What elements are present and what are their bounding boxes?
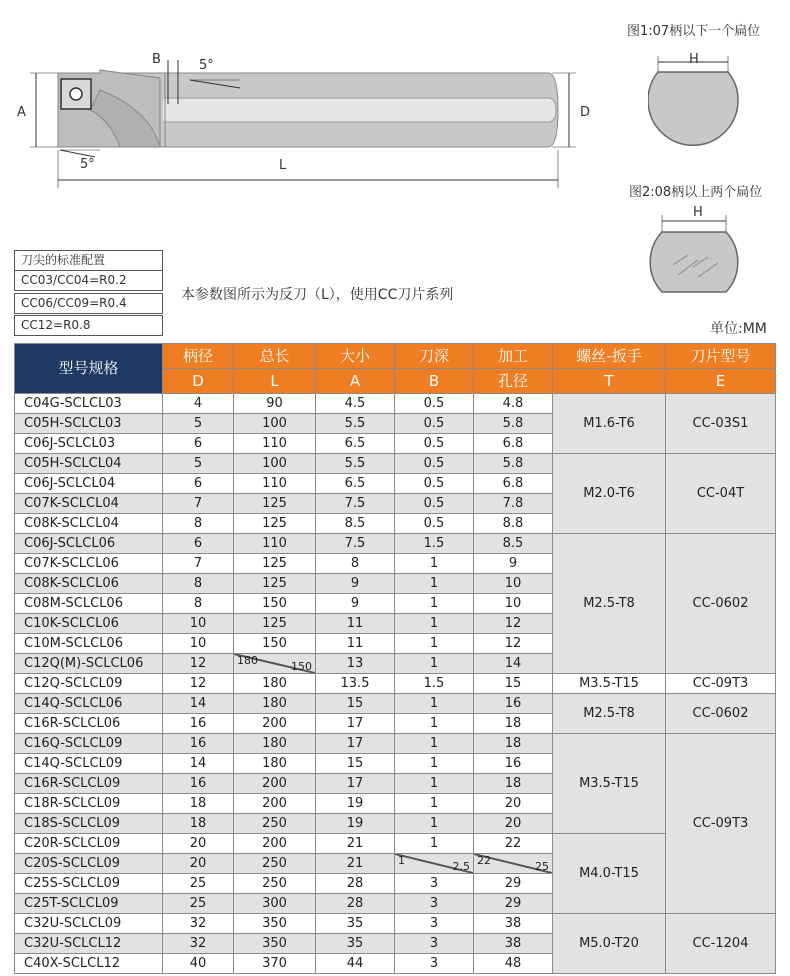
cell-depth: 0.5	[395, 434, 474, 454]
cell-size: 8	[316, 554, 395, 574]
config-title: 刀尖的标准配置	[14, 250, 163, 271]
cell-shank: 18	[163, 814, 234, 834]
cell-depth: 1	[395, 734, 474, 754]
cell-model: C08M-SCLCL06	[15, 594, 163, 614]
cell-bore: 12	[474, 614, 553, 634]
cell-length: 200	[234, 714, 316, 734]
flat-section-2	[648, 205, 748, 315]
cell-shank: 5	[163, 414, 234, 434]
cell-bore: 16	[474, 754, 553, 774]
dim-l-label: L	[279, 158, 287, 173]
cell-shank: 20	[163, 854, 234, 874]
cell-length: 150	[234, 634, 316, 654]
cell-shank: 12	[163, 654, 234, 674]
cell-size: 7.5	[316, 534, 395, 554]
cell-screw: M5.0-T20	[553, 914, 666, 974]
cell-shank: 12	[163, 674, 234, 694]
table-row	[15, 674, 776, 694]
cell-insert: CC-1204	[666, 914, 776, 974]
cell-insert: CC-09T3	[666, 674, 776, 694]
cell-bore: 9	[474, 554, 553, 574]
header-insert-bottom: E	[666, 369, 776, 394]
header-depth-bottom: B	[395, 369, 474, 394]
cell-size: 35	[316, 914, 395, 934]
cell-bore: 6.8	[474, 474, 553, 494]
cell-size: 17	[316, 774, 395, 794]
cell-shank: 14	[163, 694, 234, 714]
cell-model: C32U-SCLCL12	[15, 934, 163, 954]
cell-length: 100	[234, 454, 316, 474]
cell-screw: M2.5-T8	[553, 534, 666, 674]
table-row	[15, 534, 776, 554]
angle-bottom-label: 5°	[80, 157, 95, 172]
cell-shank: 8	[163, 594, 234, 614]
header-size-bottom: A	[316, 369, 395, 394]
cell-depth: 1	[395, 834, 474, 854]
cell-shank: 16	[163, 714, 234, 734]
cell-depth: 1	[395, 794, 474, 814]
cell-length: 250	[234, 874, 316, 894]
cell-depth: 3	[395, 874, 474, 894]
cell-bore: 16	[474, 694, 553, 714]
cell-model: C12Q-SCLCL09	[15, 674, 163, 694]
cell-model: C08K-SCLCL06	[15, 574, 163, 594]
cell-depth: 1	[395, 814, 474, 834]
cell-length: 180	[234, 674, 316, 694]
spec-table	[14, 343, 776, 974]
cell-size: 44	[316, 954, 395, 974]
cell-size: 35	[316, 934, 395, 954]
cell-model: C06J-SCLCL06	[15, 534, 163, 554]
cell-length: 125	[234, 554, 316, 574]
cell-model: C14Q-SCLCL09	[15, 754, 163, 774]
cell-size: 15	[316, 754, 395, 774]
cell-model: C04G-SCLCL03	[15, 394, 163, 414]
cell-depth: 0.5	[395, 414, 474, 434]
cell-length: 200	[234, 794, 316, 814]
cell-shank: 4	[163, 394, 234, 414]
cell-bore: 29	[474, 874, 553, 894]
cell-depth-split-b: 2.5	[452, 860, 470, 873]
flat-section-1	[648, 52, 748, 162]
cell-size: 21	[316, 854, 395, 874]
cell-depth: 1.5	[395, 674, 474, 694]
config-row-2: CC06/CC09=R0.4	[14, 293, 163, 314]
cell-model: C32U-SCLCL09	[15, 914, 163, 934]
cell-depth: 0.5	[395, 514, 474, 534]
header-length-top: 总长	[234, 344, 316, 369]
unit-label: 单位:MM	[710, 321, 767, 337]
cell-bore: 4.8	[474, 394, 553, 414]
cell-model: C16R-SCLCL06	[15, 714, 163, 734]
cell-size: 5.5	[316, 454, 395, 474]
cell-size: 21	[316, 834, 395, 854]
cell-size: 17	[316, 714, 395, 734]
header-size-top: 大小	[316, 344, 395, 369]
cell-model: C08K-SCLCL04	[15, 514, 163, 534]
cell-length: 300	[234, 894, 316, 914]
cell-bore: 12	[474, 634, 553, 654]
table-row	[15, 694, 776, 714]
cell-insert: CC-0602	[666, 694, 776, 734]
cell-model: C16Q-SCLCL09	[15, 734, 163, 754]
cell-model: C25S-SCLCL09	[15, 874, 163, 894]
cell-insert: CC-04T	[666, 454, 776, 534]
cell-size: 17	[316, 734, 395, 754]
cell-depth: 1.5	[395, 534, 474, 554]
cell-depth: 3	[395, 954, 474, 974]
cell-length-split-b: 150	[291, 660, 312, 673]
cell-size: 15	[316, 694, 395, 714]
cell-depth: 0.5	[395, 494, 474, 514]
dim-d-label: D	[580, 105, 591, 120]
cell-bore: 18	[474, 774, 553, 794]
cell-depth: 0.5	[395, 454, 474, 474]
cell-shank: 16	[163, 734, 234, 754]
cell-length: 125	[234, 494, 316, 514]
cell-shank: 7	[163, 554, 234, 574]
cell-depth-split	[395, 854, 474, 874]
cell-shank: 14	[163, 754, 234, 774]
cell-shank: 6	[163, 474, 234, 494]
cell-shank: 20	[163, 834, 234, 854]
cell-bore: 8.8	[474, 514, 553, 534]
cell-model: C05H-SCLCL04	[15, 454, 163, 474]
cell-model: C14Q-SCLCL06	[15, 694, 163, 714]
cell-size: 4.5	[316, 394, 395, 414]
cell-length: 350	[234, 934, 316, 954]
cell-size: 13.5	[316, 674, 395, 694]
cell-depth: 1	[395, 754, 474, 774]
table-row	[15, 734, 776, 754]
cell-length: 150	[234, 594, 316, 614]
header-length-bottom: L	[234, 369, 316, 394]
cell-screw: M4.0-T15	[553, 834, 666, 914]
header-insert-top: 刀片型号	[666, 344, 776, 369]
cell-shank: 25	[163, 894, 234, 914]
cell-model: C20R-SCLCL09	[15, 834, 163, 854]
cell-bore: 14	[474, 654, 553, 674]
header-shank-bottom: D	[163, 369, 234, 394]
cell-depth: 3	[395, 914, 474, 934]
cell-shank: 32	[163, 934, 234, 954]
cell-bore: 5.8	[474, 414, 553, 434]
cell-screw: M2.0-T6	[553, 454, 666, 534]
header-shank-top: 柄径	[163, 344, 234, 369]
cell-length: 180	[234, 754, 316, 774]
cell-shank: 6	[163, 434, 234, 454]
table-row	[15, 834, 776, 854]
cell-depth: 1	[395, 554, 474, 574]
cell-bore: 7.8	[474, 494, 553, 514]
cell-screw: M3.5-T15	[553, 734, 666, 834]
cell-size: 19	[316, 814, 395, 834]
cell-insert: CC-0602	[666, 534, 776, 674]
figure2-note: 图2:08柄以上两个扁位	[629, 185, 763, 200]
dim-b-label: B	[152, 52, 161, 67]
cell-bore: 18	[474, 714, 553, 734]
cell-bore-split-a: 22	[477, 854, 491, 867]
cell-bore: 29	[474, 894, 553, 914]
cell-length: 370	[234, 954, 316, 974]
header-model: 型号规格	[15, 344, 163, 394]
cell-depth: 1	[395, 714, 474, 734]
dim-a-label: A	[17, 105, 26, 120]
h-label-1: H	[689, 52, 699, 67]
cell-length: 110	[234, 534, 316, 554]
cell-length: 250	[234, 814, 316, 834]
angle-top-label: 5°	[199, 58, 214, 73]
cell-bore: 5.8	[474, 454, 553, 474]
cell-model: C07K-SCLCL04	[15, 494, 163, 514]
cell-bore: 10	[474, 574, 553, 594]
cell-model: C25T-SCLCL09	[15, 894, 163, 914]
cell-bore: 20	[474, 814, 553, 834]
cell-model: C10M-SCLCL06	[15, 634, 163, 654]
cell-bore: 6.8	[474, 434, 553, 454]
cell-screw: M3.5-T15	[553, 674, 666, 694]
cell-model: C07K-SCLCL06	[15, 554, 163, 574]
cell-size: 13	[316, 654, 395, 674]
table-row	[15, 914, 776, 934]
config-row-1: CC03/CC04=R0.2	[14, 270, 163, 291]
description: 本参数图所示为反刀（L），使用CC刀片系列	[181, 287, 454, 303]
cell-depth-split-a: 1	[398, 854, 405, 867]
cell-shank: 10	[163, 614, 234, 634]
cell-model: C18S-SCLCL09	[15, 814, 163, 834]
cell-bore: 15	[474, 674, 553, 694]
cell-model: C06J-SCLCL04	[15, 474, 163, 494]
cell-depth: 1	[395, 694, 474, 714]
cell-size: 28	[316, 874, 395, 894]
cell-depth: 0.5	[395, 394, 474, 414]
cell-depth: 1	[395, 574, 474, 594]
cell-bore: 22	[474, 834, 553, 854]
cell-bore-split	[474, 854, 553, 874]
cell-model: C05H-SCLCL03	[15, 414, 163, 434]
cell-bore: 48	[474, 954, 553, 974]
cell-length: 180	[234, 694, 316, 714]
cell-bore: 8.5	[474, 534, 553, 554]
cell-size: 28	[316, 894, 395, 914]
cell-model: C16R-SCLCL09	[15, 774, 163, 794]
header-screw-top: 螺丝-扳手	[553, 344, 666, 369]
cell-length: 125	[234, 514, 316, 534]
cell-size: 11	[316, 634, 395, 654]
header-bore-bottom: 孔径	[474, 369, 553, 394]
cell-bore: 38	[474, 934, 553, 954]
cell-shank: 18	[163, 794, 234, 814]
cell-bore: 18	[474, 734, 553, 754]
cell-size: 6.5	[316, 434, 395, 454]
header-depth-top: 刀深	[395, 344, 474, 369]
cell-size: 11	[316, 614, 395, 634]
cell-screw: M1.6-T6	[553, 394, 666, 454]
cell-depth: 1	[395, 614, 474, 634]
config-row-3: CC12=R0.8	[14, 315, 163, 336]
cell-model: C18R-SCLCL09	[15, 794, 163, 814]
cell-length: 110	[234, 474, 316, 494]
cell-bore: 20	[474, 794, 553, 814]
cell-shank: 16	[163, 774, 234, 794]
cell-length: 200	[234, 774, 316, 794]
cell-size: 9	[316, 594, 395, 614]
cell-bore-split-b: 25	[535, 860, 549, 873]
cell-depth: 3	[395, 934, 474, 954]
cell-length: 100	[234, 414, 316, 434]
cell-shank: 25	[163, 874, 234, 894]
cell-length: 125	[234, 574, 316, 594]
table-row	[15, 454, 776, 474]
cell-bore: 38	[474, 914, 553, 934]
header-screw-bottom: T	[553, 369, 666, 394]
cell-shank: 8	[163, 514, 234, 534]
cell-size: 8.5	[316, 514, 395, 534]
cell-size: 19	[316, 794, 395, 814]
cell-size: 9	[316, 574, 395, 594]
cell-shank: 7	[163, 494, 234, 514]
cell-shank: 8	[163, 574, 234, 594]
cell-length: 180	[234, 734, 316, 754]
cell-model: C40X-SCLCL12	[15, 954, 163, 974]
cell-length-split-a: 180	[237, 654, 258, 667]
cell-model: C12Q(M)-SCLCL06	[15, 654, 163, 674]
cell-size: 5.5	[316, 414, 395, 434]
cell-length: 110	[234, 434, 316, 454]
cell-bore: 10	[474, 594, 553, 614]
cell-length: 350	[234, 914, 316, 934]
figure1-note: 图1:07柄以下一个扁位	[627, 24, 761, 39]
cell-length: 125	[234, 614, 316, 634]
cell-depth: 1	[395, 594, 474, 614]
cell-length: 250	[234, 854, 316, 874]
cell-screw: M2.5-T8	[553, 694, 666, 734]
header-bore-top: 加工	[474, 344, 553, 369]
cell-insert: CC-03S1	[666, 394, 776, 454]
cell-shank: 6	[163, 534, 234, 554]
cell-size: 7.5	[316, 494, 395, 514]
cell-depth: 0.5	[395, 474, 474, 494]
cell-depth: 3	[395, 894, 474, 914]
cell-model: C06J-SCLCL03	[15, 434, 163, 454]
cell-model: C10K-SCLCL06	[15, 614, 163, 634]
table-row	[15, 394, 776, 414]
cell-depth: 1	[395, 654, 474, 674]
h-label-2: H	[693, 205, 703, 220]
cell-size: 6.5	[316, 474, 395, 494]
cell-length: 200	[234, 834, 316, 854]
cell-depth: 1	[395, 774, 474, 794]
cell-length-split	[234, 654, 316, 674]
cell-shank: 32	[163, 914, 234, 934]
cell-insert: CC-09T3	[666, 734, 776, 914]
cell-length: 90	[234, 394, 316, 414]
cell-shank: 40	[163, 954, 234, 974]
cell-depth: 1	[395, 634, 474, 654]
cell-model: C20S-SCLCL09	[15, 854, 163, 874]
cell-shank: 5	[163, 454, 234, 474]
cell-shank: 10	[163, 634, 234, 654]
